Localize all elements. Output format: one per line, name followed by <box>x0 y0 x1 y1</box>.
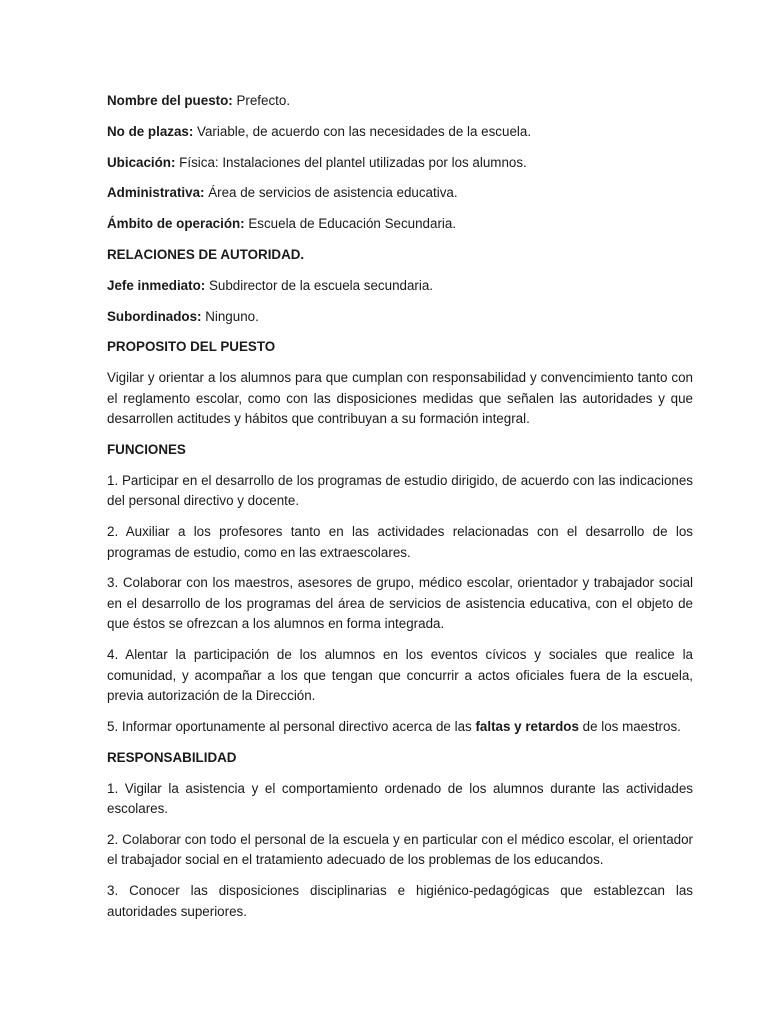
field-no-plazas <box>107 122 693 143</box>
field-ubicacion <box>107 153 693 174</box>
field-label: Jefe inmediato: <box>107 277 206 293</box>
proposito-paragraph: Vigilar y orientar a los alumnos para que cumplan con responsabilidad y convencimiento tanto con el reglamento escolar, como con las disposiciones medidas que señalen las autoridades y que desarrollen actitudes y hábitos que contribuyan a su formación integral. <box>107 370 693 427</box>
field-label: Subordinados: <box>107 308 202 324</box>
section-heading-funciones: FUNCIONES <box>107 441 186 457</box>
funcion-item: 4. Alentar la participación de los alumnos en los eventos cívicos y sociales que realice la comunidad, y acompañar a los que tengan que concurrir a actos oficiales fuera de la escuela, previa autorización de la Dirección. <box>107 647 693 704</box>
field-administrativa <box>107 183 693 204</box>
responsabilidad-item: 3. Conocer las disposiciones disciplinarias e higiénico-pedagógicas que establezcan las autoridades superiores. <box>107 883 693 919</box>
field-label: Administrativa: <box>107 185 205 201</box>
field-label: Ubicación: <box>107 154 176 170</box>
funcion-text: 5. Informar oportunamente al personal directivo acerca de las <box>107 718 476 734</box>
field-value: Ninguno. <box>201 308 259 324</box>
field-value: Escuela de Educación Secundaria. <box>244 216 457 232</box>
field-label: Ámbito de operación: <box>107 216 245 232</box>
funcion-text: de los maestros. <box>578 718 681 734</box>
funcion-item: 1. Participar en el desarrollo de los programas de estudio dirigido, de acuerdo con las indicaciones del personal directivo y docente. <box>107 472 693 509</box>
funcion-emphasis: faltas y retardos <box>475 718 579 734</box>
funcion-item <box>107 717 693 738</box>
field-jefe-inmediato <box>107 276 693 297</box>
section-heading-responsabilidad: RESPONSABILIDAD <box>107 749 237 765</box>
document-page <box>107 91 693 932</box>
field-value: Área de servicios de asistencia educativa. <box>204 185 458 201</box>
responsabilidad-item: 2. Colaborar con todo el personal de la escuela y en particular con el médico escolar, el orientador el trabajador social en el tratamiento adecuado de los problemas de los educandos. <box>107 831 693 868</box>
funcion-item: 2. Auxiliar a los profesores tanto en las actividades relacionadas con el desarrollo de los programas de estudio, como en las extraescolares. <box>107 524 693 560</box>
field-label: Nombre del puesto: <box>107 93 233 108</box>
field-label: No de plazas: <box>107 123 194 139</box>
field-subordinados <box>107 307 693 328</box>
section-heading-proposito: PROPOSITO DEL PUESTO <box>107 339 276 355</box>
field-value: Variable, de acuerdo con las necesidades de la escuela. <box>193 123 532 139</box>
field-value: Física: Instalaciones del plantel utilizadas por los alumnos. <box>175 154 527 170</box>
responsabilidad-item: 1. Vigilar la asistencia y el comportamiento ordenado de los alumnos durante las actividades escolares. <box>107 780 693 817</box>
field-value: Subdirector de la escuela secundaria. <box>205 277 434 293</box>
funcion-item: 3. Colaborar con los maestros, asesores de grupo, médico escolar, orientador y trabajador social en el desarrollo de los programas del área de servicios de asistencia educativa, con el objeto de que éstos se ofrezcan a los alumnos en forma integrada. <box>107 575 693 632</box>
field-ambito <box>107 214 693 235</box>
field-nombre-puesto <box>107 91 693 112</box>
field-value: Prefecto. <box>232 93 291 108</box>
section-heading-relaciones: RELACIONES DE AUTORIDAD. <box>107 246 305 262</box>
